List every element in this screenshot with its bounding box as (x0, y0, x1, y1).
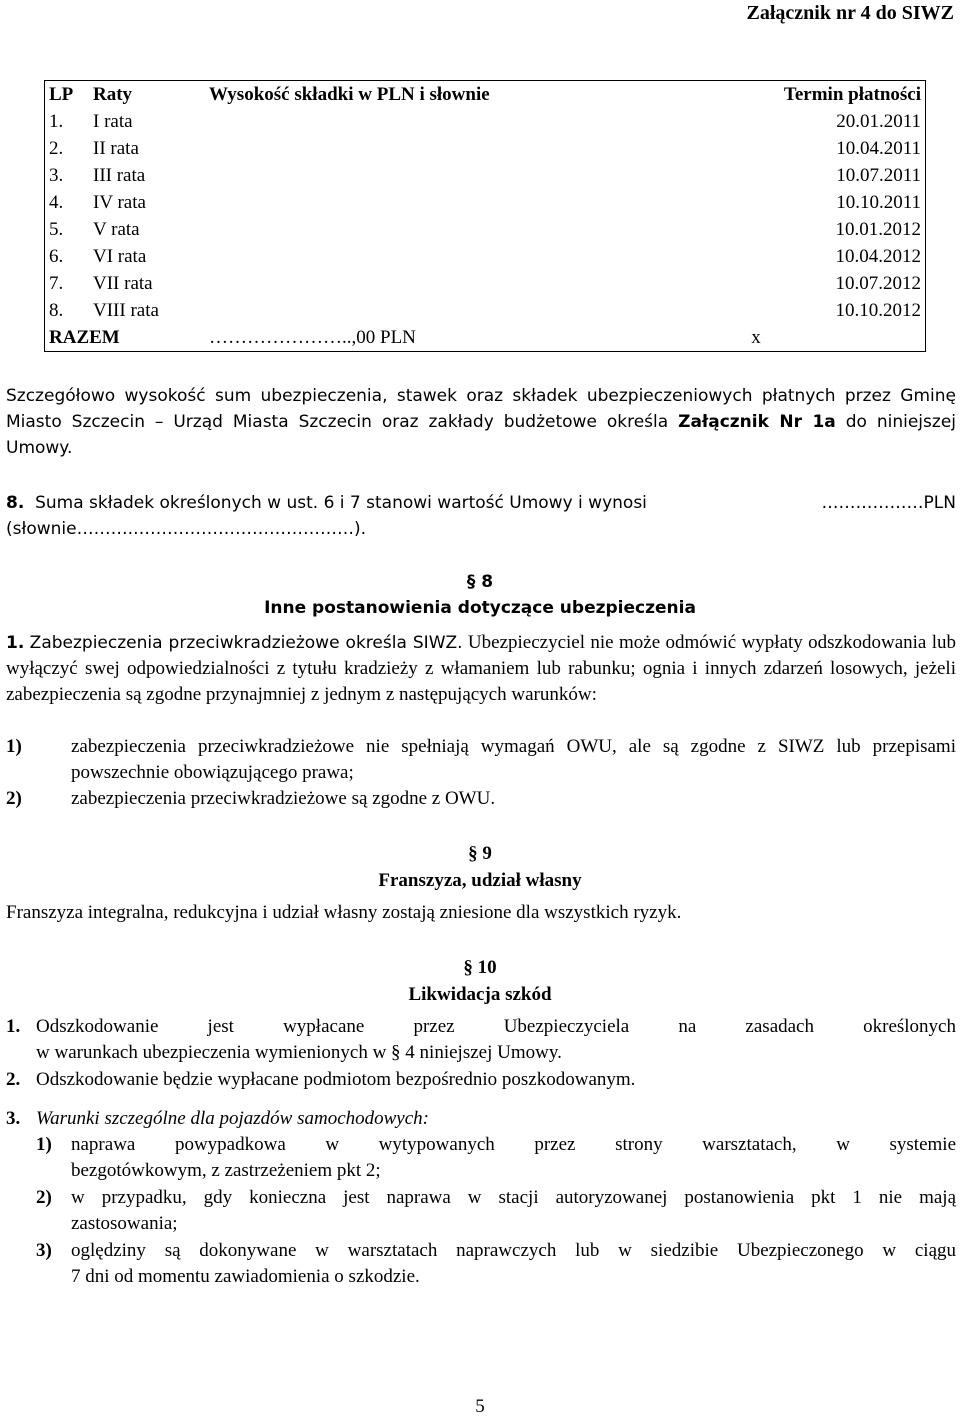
item-number: 2) (36, 1187, 52, 1208)
point-8-line-1 (6, 490, 956, 516)
row-raty: II rata (93, 138, 139, 159)
row-raty: V rata (93, 219, 140, 240)
table-header-row (45, 81, 926, 109)
detail-paragraph (6, 383, 956, 461)
row-raty: I rata (93, 111, 133, 132)
section-8-item-2 (6, 786, 956, 812)
section-8-paragraph-1 (6, 630, 956, 708)
row-amount (205, 189, 613, 216)
row-term: 10.04.2012 (835, 246, 921, 267)
row-lp: 6. (49, 246, 64, 267)
section-10-number: 10 (477, 957, 497, 978)
item-line-2: 7 dni od momentu zawiadomienia o szkodzie. (71, 1266, 420, 1287)
table-row (45, 216, 926, 243)
point-8-line-2: (słownie……….…………………………………). (6, 519, 367, 539)
row-lp: 5. (49, 219, 64, 240)
section-9-heading (0, 840, 960, 867)
item-line-2: bezgotówkowym, z zastrzeżeniem pkt 2; (71, 1160, 381, 1181)
item-text: zabezpieczenia przeciwkradzieżowe są zgodne z OWU. (71, 788, 496, 809)
row-term: 10.07.2012 (835, 273, 921, 294)
table-row (45, 108, 926, 135)
row-term: 10.04.2011 (836, 138, 921, 159)
paragraph-number: 1. (6, 1016, 21, 1037)
row-term: 10.10.2011 (836, 192, 921, 213)
page-number: 5 (475, 1396, 485, 1417)
paragraph-line-2: w warunkach ubezpieczenia wymienionych w § 4 niniejszej Umowy. (36, 1042, 562, 1063)
section-9-title: Franszyza, udział własny (378, 870, 582, 891)
section-10-item-3 (36, 1238, 956, 1290)
point-8-text: Suma składek określonych w ust. 6 i 7 stanowi wartość Umowy i wynosi (35, 493, 647, 513)
table-total-row (45, 324, 926, 352)
item-line-2: zastosowania; (71, 1213, 178, 1234)
row-amount (205, 135, 613, 162)
paragraph-heading: Warunki szczególne dla pojazdów samochodowych: (36, 1108, 429, 1129)
row-amount (205, 270, 613, 297)
row-lp: 1. (49, 111, 64, 132)
paragraph-number: 3. (6, 1108, 21, 1129)
row-raty: VII rata (93, 273, 153, 294)
header-term: Termin płatności (783, 84, 921, 105)
item-text: zabezpieczenia przeciwkradzieżowe nie spełniają wymagań OWU, ale są zgodne z SIWZ lub przepisami powszechnie obowiązującego prawa; (71, 736, 956, 783)
section-8-p1-text: Ubezpieczyciel nie może odmówić wypłaty odszkodowania lub wyłączyć swej odpowiedzialności z tytułu kradzieży z włamaniem lub rabunku; ognia i innych zdarzeń losowych, jeżeli zabezpieczenia są zgodne przynajmniej z jednym z następujących warunków: (6, 632, 956, 705)
section-9-number: 9 (482, 843, 492, 864)
row-lp: 7. (49, 273, 64, 294)
header-raty: Raty (93, 84, 133, 105)
section-10-title: Likwidacja szkód (408, 984, 552, 1005)
section-10-heading (0, 954, 960, 981)
point-8-amount: ………………PLN (821, 493, 956, 513)
row-lp: 2. (49, 138, 64, 159)
paragraph-text: Odszkodowanie będzie wypłacane podmiotom bezpośrednio poszkodowanym. (36, 1069, 636, 1090)
row-term: 10.01.2012 (835, 219, 921, 240)
row-raty: IV rata (93, 192, 146, 213)
section-symbol: § (468, 843, 478, 864)
item-number: 3) (36, 1240, 52, 1261)
row-raty: III rata (93, 165, 146, 186)
table-row (45, 297, 926, 324)
section-8-number: 8 (481, 572, 494, 592)
section-8-p1-number: 1. (6, 633, 25, 653)
table-row (45, 243, 926, 270)
item-line-1: naprawa powypadkowa w wytypowanych przez strony warsztatach, w systemie (71, 1134, 956, 1155)
header-lp: LP (49, 84, 74, 105)
section-10-item-2 (36, 1185, 956, 1237)
point-8-number: 8. (6, 493, 25, 513)
row-term: 10.10.2012 (835, 300, 921, 321)
row-raty: VIII rata (93, 300, 159, 321)
total-term: x (751, 327, 761, 348)
point-8 (6, 490, 956, 542)
header-amount: Wysokość składki w PLN i słownie (209, 84, 490, 105)
row-term: 10.07.2011 (836, 165, 921, 186)
item-number: 1) (36, 1134, 52, 1155)
section-8-heading (0, 569, 960, 596)
total-label: RAZEM (49, 327, 120, 348)
row-lp: 3. (49, 165, 64, 186)
row-amount (205, 162, 613, 189)
total-amount: …………………..,00 PLN (209, 327, 416, 348)
section-9-text: Franszyza integralna, redukcyjna i udział własny zostają zniesione dla wszystkich ryzyk. (6, 902, 682, 923)
section-8-item-1 (6, 734, 956, 786)
section-10-item-1 (36, 1132, 956, 1184)
item-line-1: w przypadku, gdy konieczna jest naprawa w stacji autoryzowanej postanowienia pkt 1 nie mają (71, 1187, 956, 1208)
section-symbol: § (463, 957, 473, 978)
section-10-paragraph-1 (6, 1014, 956, 1066)
item-number: 2) (6, 788, 22, 809)
annex-title: Załącznik nr 4 do SIWZ (746, 2, 954, 24)
row-amount (205, 243, 613, 270)
row-amount (205, 216, 613, 243)
item-line-1: oględziny są dokonywane w warsztatach naprawczych lub w siedzibie Ubezpieczonego w ciągu (71, 1240, 956, 1261)
section-10-paragraph-3 (6, 1106, 956, 1132)
section-8-p1-sans: Zabezpieczenia przeciwkradzieżowe określa SIWZ. (29, 633, 463, 653)
premium-schedule-table (44, 80, 926, 352)
section-8-title: Inne postanowienia dotyczące ubezpieczenia (264, 598, 696, 618)
row-term: 20.01.2011 (836, 111, 921, 132)
row-amount (205, 297, 613, 324)
detail-text-before: Szczegółowo wysokość sum ubezpieczenia, stawek oraz składek ubezpieczeniowych płatnych przez Gminę Miasto Szczecin – Urząd Miasta Szczecin oraz zakłady budżetowe określa (6, 386, 956, 432)
paragraph-number: 2. (6, 1069, 21, 1090)
section-10-paragraph-2 (6, 1067, 956, 1093)
row-lp: 4. (49, 192, 64, 213)
detail-text-after: do niniejszej Umowy. (6, 412, 956, 458)
table-row (45, 162, 926, 189)
section-symbol: § (466, 572, 476, 592)
table-row (45, 270, 926, 297)
table-row (45, 189, 926, 216)
detail-annex-ref: Załącznik Nr 1a (678, 412, 836, 432)
item-number: 1) (6, 736, 22, 757)
row-raty: VI rata (93, 246, 147, 267)
row-lp: 8. (49, 300, 64, 321)
table-row (45, 135, 926, 162)
paragraph-line-1: Odszkodowanie jest wypłacane przez Ubezpieczyciela na zasadach określonych (36, 1016, 956, 1037)
row-amount (205, 108, 613, 135)
